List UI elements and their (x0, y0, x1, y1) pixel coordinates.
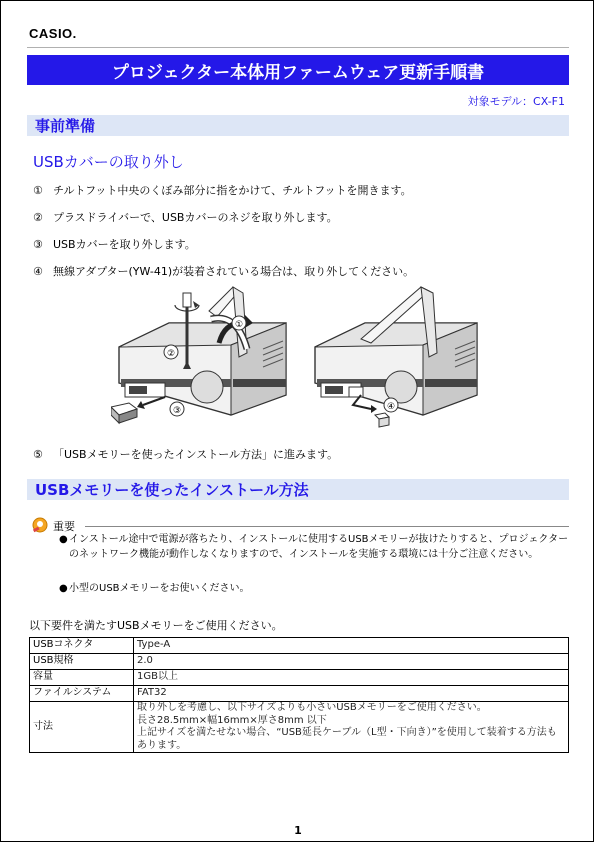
step-number: ⑤ (33, 448, 43, 461)
step-text: USBカバーを取り外します。 (53, 238, 196, 251)
step-text: 「USBメモリーを使ったインストール方法」に進みます。 (53, 448, 339, 461)
spec-key: USB規格 (30, 654, 134, 670)
step-number: ④ (33, 265, 43, 278)
step-number: ② (33, 211, 43, 224)
spec-value: 1GB以上 (134, 670, 569, 686)
bullet-dot-icon: ● (59, 583, 68, 594)
figure-callout: ③ (172, 406, 182, 416)
table-row (30, 686, 569, 702)
casio-logo: CASIO. (29, 26, 77, 41)
figure-callout: ④ (386, 402, 396, 412)
table-row (30, 638, 569, 654)
projector-illustration-left (111, 283, 296, 429)
bullet-text: 小型のUSBメモリーをお使いください。 (69, 583, 250, 594)
document-title: プロジェクター本体用ファームウェア更新手順書 (27, 55, 569, 85)
step-1 (33, 182, 412, 198)
projector-illustration-right (309, 283, 484, 429)
step-4 (33, 263, 414, 279)
bullet-dot-icon: ● (59, 534, 68, 545)
step-text: 無線アダプター(YW-41)が装着されている場合は、取り外してください。 (53, 265, 415, 278)
spec-key: 寸法 (30, 702, 134, 753)
figure-callout: ② (166, 349, 176, 359)
spec-value: 2.0 (134, 654, 569, 670)
table-row (30, 702, 569, 753)
target-model-label: 対象モデル：CX-F1 (467, 95, 565, 108)
spec-key: 容量 (30, 670, 134, 686)
spec-value: Type-A (134, 638, 569, 654)
spec-value (134, 702, 569, 753)
spec-value-line: 上記サイズを満たせない場合、“USB延長ケーブル（L型・下向き）”を使用して装着する方法もあります。 (137, 727, 557, 751)
section-heading-preparation: 事前準備 (27, 115, 569, 136)
header-rule (27, 47, 569, 48)
step-number: ③ (33, 238, 43, 251)
important-bullet (59, 533, 569, 562)
usb-spec-table (29, 637, 569, 753)
table-row (30, 654, 569, 670)
important-bullet (59, 582, 569, 597)
step-3 (33, 236, 196, 252)
requirements-intro: 以下要件を満たすUSBメモリーをご使用ください。 (29, 619, 283, 632)
subheading-usb-cover-removal: USBカバーの取り外し (33, 153, 184, 171)
important-icon (32, 517, 48, 533)
important-label: 重要 (53, 520, 75, 533)
section-heading-usb-install: USBメモリーを使ったインストール方法 (27, 479, 569, 500)
bullet-text: インストール途中で電源が落ちたり、インストールに使用するUSBメモリーが抜けたりすると、プロジェクターのネットワーク機能が動作しなくなりますので、インストールを実施する環境には十分ご注意ください。 (69, 534, 569, 560)
figure-callout: ① (234, 320, 244, 330)
step-text: チルトフット中央のくぼみ部分に指をかけて、チルトフットを開きます。 (53, 184, 412, 197)
table-row (30, 670, 569, 686)
spec-value: FAT32 (134, 686, 569, 702)
important-rule (85, 526, 569, 527)
step-number: ① (33, 184, 43, 197)
spec-key: USBコネクタ (30, 638, 134, 654)
page-number: 1 (294, 824, 302, 837)
step-5 (33, 446, 338, 462)
step-text: プラスドライバーで、USBカバーのネジを取り外します。 (53, 211, 338, 224)
spec-key: ファイルシステム (30, 686, 134, 702)
spec-value-line: 長さ28.5mm×幅16mm×厚さ8mm 以下 (137, 714, 327, 726)
important-notice (29, 517, 569, 533)
spec-value-line: 取り外しを考慮し、以下サイズよりも小さいUSBメモリーをご使用ください。 (137, 702, 487, 713)
step-2 (33, 209, 338, 225)
